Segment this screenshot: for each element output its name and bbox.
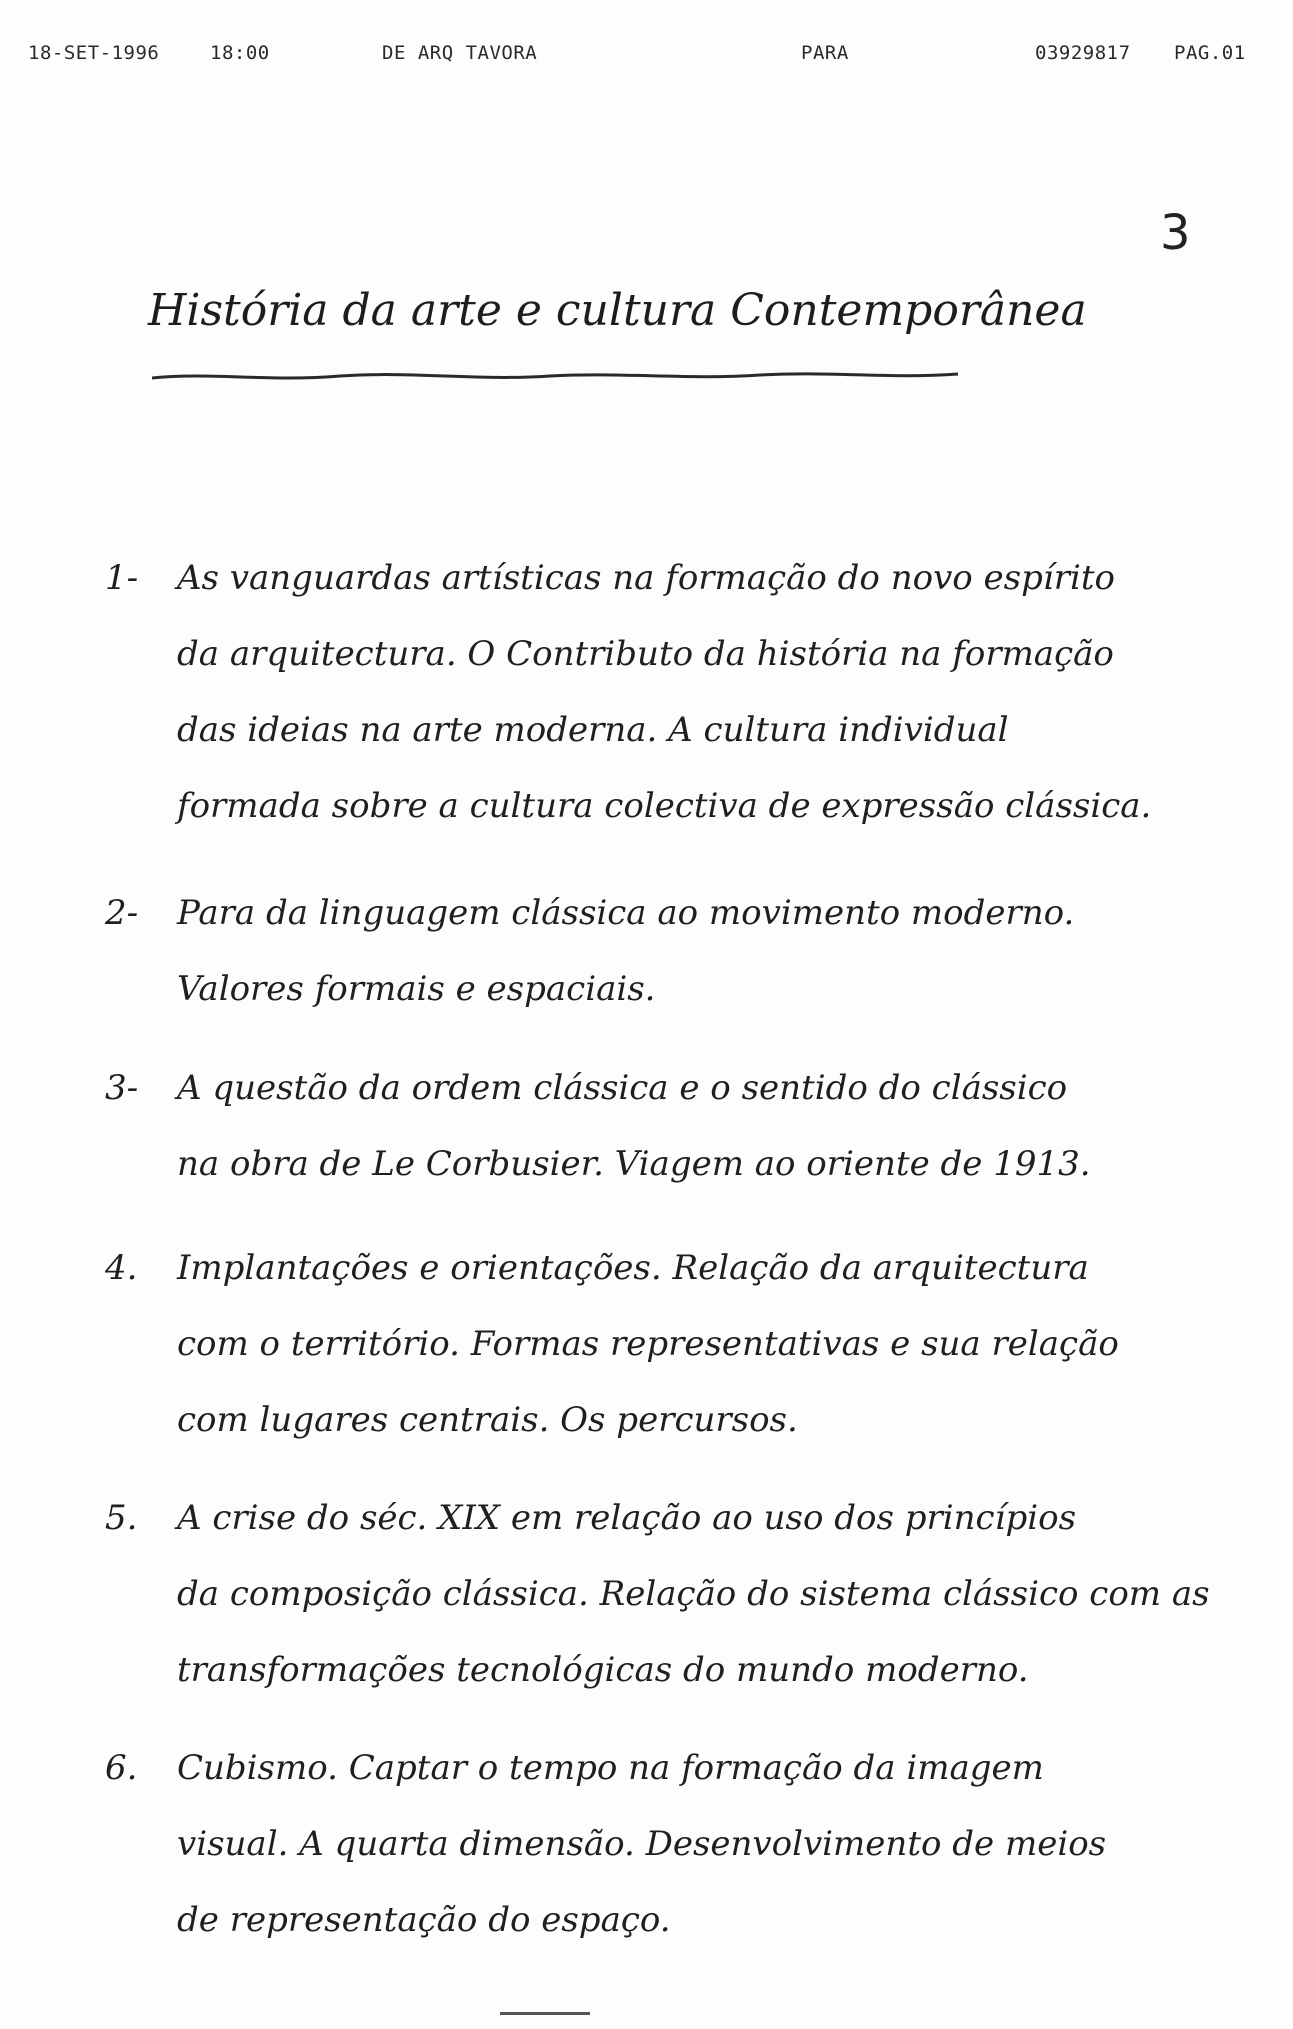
item-text [177,875,1237,1027]
item-line: de representação do espaço. [177,1900,671,1940]
item-line: As vanguardas artísticas na formação do novo espírito [177,558,1116,598]
page-number: 3 [1160,205,1191,261]
item-line: A questão da ordem clássica e o sentido do clássico [177,1068,1068,1108]
item-text [177,1230,1237,1458]
footer-mark [500,2012,590,2015]
item-line: Valores formais e espaciais. [177,969,656,1009]
item-number: 4. [105,1248,138,1288]
item-number: 1- [105,558,139,598]
item-text [177,540,1237,844]
fax-number: 03929817 [1035,42,1131,64]
item-line: A crise do séc. XIX em relação ao uso dos princípios [177,1498,1077,1538]
item-line: na obra de Le Corbusier. Viagem ao oriente de 1913. [177,1144,1091,1184]
title-underline [150,370,960,384]
document-title: História da arte e cultura Contemporânea [148,285,1087,336]
item-line: Para da linguagem clássica ao movimento moderno. [177,893,1075,933]
item-text [177,1730,1237,1958]
item-line: das ideias na arte moderna. A cultura individual [177,710,1009,750]
item-line: com lugares centrais. Os percursos. [177,1400,798,1440]
item-number: 5. [105,1498,138,1538]
fax-sender: DE ARQ TAVORA [382,42,538,64]
item-line: Cubismo. Captar o tempo na formação da imagem [177,1748,1044,1788]
fax-header [28,42,1268,66]
fax-date: 18-SET-1996 [28,42,160,64]
item-text [177,1480,1237,1708]
item-line: visual. A quarta dimensão. Desenvolvimento de meios [177,1824,1107,1864]
item-line: da arquitectura. O Contributo da história na formação [177,634,1114,674]
item-line: transformações tecnológicas do mundo moderno. [177,1650,1029,1690]
fax-page-label: PAG.01 [1174,42,1246,64]
item-number: 2- [105,893,139,933]
item-number: 3- [105,1068,139,1108]
item-number: 6. [105,1748,138,1788]
item-line: Implantações e orientações. Relação da arquitectura [177,1248,1089,1288]
item-line: da composição clássica. Relação do sistema clássico com as [177,1574,1210,1614]
fax-recipient-label: PARA [801,42,849,64]
item-line: formada sobre a cultura colectiva de expressão clássica. [177,786,1152,826]
item-line: com o território. Formas representativas e sua relação [177,1324,1119,1364]
item-text [177,1050,1237,1202]
fax-time: 18:00 [210,42,270,64]
